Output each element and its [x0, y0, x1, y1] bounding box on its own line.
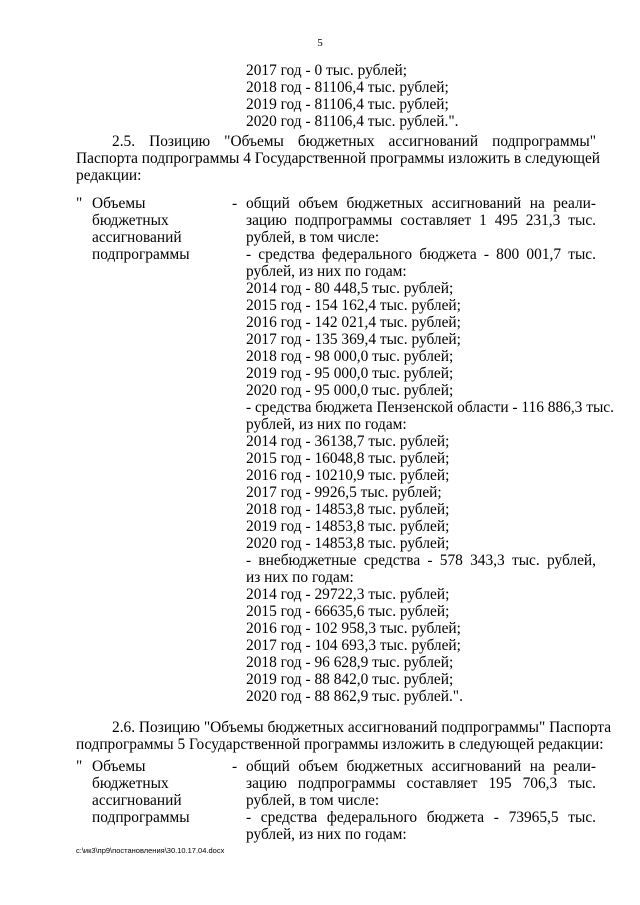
content-line: рублей, из них по годам: — [246, 416, 407, 433]
label-line: Объемы — [92, 758, 146, 775]
text-line: 2018 год - 81106,4 тыс. рублей; — [246, 79, 449, 96]
label-line: Объемы — [92, 195, 146, 212]
content-line: 2018 год - 98 000,0 тыс. рублей; — [246, 348, 454, 365]
content-line: 2019 год - 14853,8 тыс. рублей; — [246, 518, 450, 535]
content-line: - средства федерального бюджета - 800 001,7 тыс. — [246, 246, 596, 263]
file-path-footer: c:\ик3\пр9\постановления\30.10.17.04.docx — [76, 846, 225, 855]
block-content — [246, 195, 614, 705]
content-line: 2018 год - 14853,8 тыс. рублей; — [246, 501, 450, 518]
paragraph-2-6 — [76, 719, 612, 753]
content-line: 2017 год - 135 369,4 тыс. рублей; — [246, 331, 461, 348]
paragraph-line: 2.6. Позицию "Объемы бюджетных ассигнований подпрограммы" Паспорта — [112, 719, 612, 736]
content-line: 2016 год - 10210,9 тыс. рублей; — [246, 467, 450, 484]
label-line: подпрограммы — [92, 246, 190, 263]
dash: - — [232, 758, 238, 775]
text-line: 2020 год - 81106,4 тыс. рублей.". — [246, 113, 459, 130]
content-line: 2018 год - 96 628,9 тыс. рублей; — [246, 654, 454, 671]
content-line: 2015 год - 66635,6 тыс. рублей; — [246, 603, 450, 620]
text-line: 2019 год - 81106,4 тыс. рублей; — [246, 96, 449, 113]
label-line: подпрограммы — [92, 809, 190, 826]
label-line: ассигнований — [92, 229, 182, 246]
content-line: 2017 год - 9926,5 тыс. рублей; — [246, 484, 442, 501]
content-line: 2020 год - 88 862,9 тыс. рублей.". — [246, 688, 463, 705]
content-line: 2019 год - 88 842,0 тыс. рублей; — [246, 671, 454, 688]
content-line: рублей, из них по годам: — [246, 263, 407, 280]
content-line: 2015 год - 16048,8 тыс. рублей; — [246, 450, 450, 467]
content-line: 2016 год - 102 958,3 тыс. рублей; — [246, 620, 461, 637]
quote-mark: " — [76, 758, 83, 775]
content-line: общий объем бюджетных ассигнований на реали- — [246, 758, 596, 775]
paragraph-2-5 — [76, 133, 601, 184]
content-line: зацию подпрограммы составляет 1 495 231,3 тыс. — [246, 212, 596, 229]
content-line: 2019 год - 95 000,0 тыс. рублей; — [246, 365, 454, 382]
content-line: общий объем бюджетных ассигнований на реали- — [246, 195, 596, 212]
content-line: 2020 год - 14853,8 тыс. рублей; — [246, 535, 450, 552]
page-number: 5 — [317, 37, 323, 49]
block-label — [92, 195, 190, 263]
paragraph-line — [76, 133, 596, 150]
paragraph-line: подпрограммы 5 Государственной программы изложить в следующей редакции: — [76, 736, 604, 753]
content-line: из них по годам: — [246, 569, 354, 586]
content-line: рублей, из них по годам: — [246, 826, 407, 843]
content-line: 2020 год - 95 000,0 тыс. рублей; — [246, 382, 454, 399]
content-line: 2014 год - 29722,3 тыс. рублей; — [246, 586, 450, 603]
quote-mark: " — [76, 195, 83, 212]
paragraph-line: редакции: — [76, 167, 142, 184]
content-line: рублей, в том числе: — [246, 792, 380, 809]
dash: - — [232, 195, 238, 212]
label-line: ассигнований — [92, 792, 182, 809]
allocation-block-subprogram-4 — [76, 195, 614, 715]
text-line: 2017 год - 0 тыс. рублей; — [246, 62, 408, 79]
label-line: бюджетных — [92, 775, 169, 792]
block-content — [246, 758, 596, 843]
content-line: 2014 год - 80 448,5 тыс. рублей; — [246, 280, 454, 297]
allocation-block-subprogram-5 — [76, 758, 596, 848]
content-line: рублей, в том числе: — [246, 229, 380, 246]
block-label — [92, 758, 190, 826]
content-line: 2015 год - 154 162,4 тыс. рублей; — [246, 297, 461, 314]
content-line: зацию подпрограммы составляет 195 706,3 тыс. — [246, 775, 596, 792]
label-line: бюджетных — [92, 212, 169, 229]
content-line: - средства бюджета Пензенской области - 116 886,3 тыс. — [246, 399, 614, 416]
paragraph-text: 2.5. Позицию "Объемы бюджетных ассигнований подпрограммы" — [112, 133, 596, 150]
content-line: 2017 год - 104 693,3 тыс. рублей; — [246, 637, 461, 654]
content-line: - средства федерального бюджета - 73965,5 тыс. — [246, 809, 596, 826]
content-line: 2016 год - 142 021,4 тыс. рублей; — [246, 314, 461, 331]
top-lines — [246, 62, 459, 130]
paragraph-line: Паспорта подпрограммы 4 Государственной программы изложить в следующей — [76, 150, 601, 167]
content-line: 2014 год - 36138,7 тыс. рублей; — [246, 433, 450, 450]
content-line: - внебюджетные средства - 578 343,3 тыс. рублей, — [246, 552, 596, 569]
